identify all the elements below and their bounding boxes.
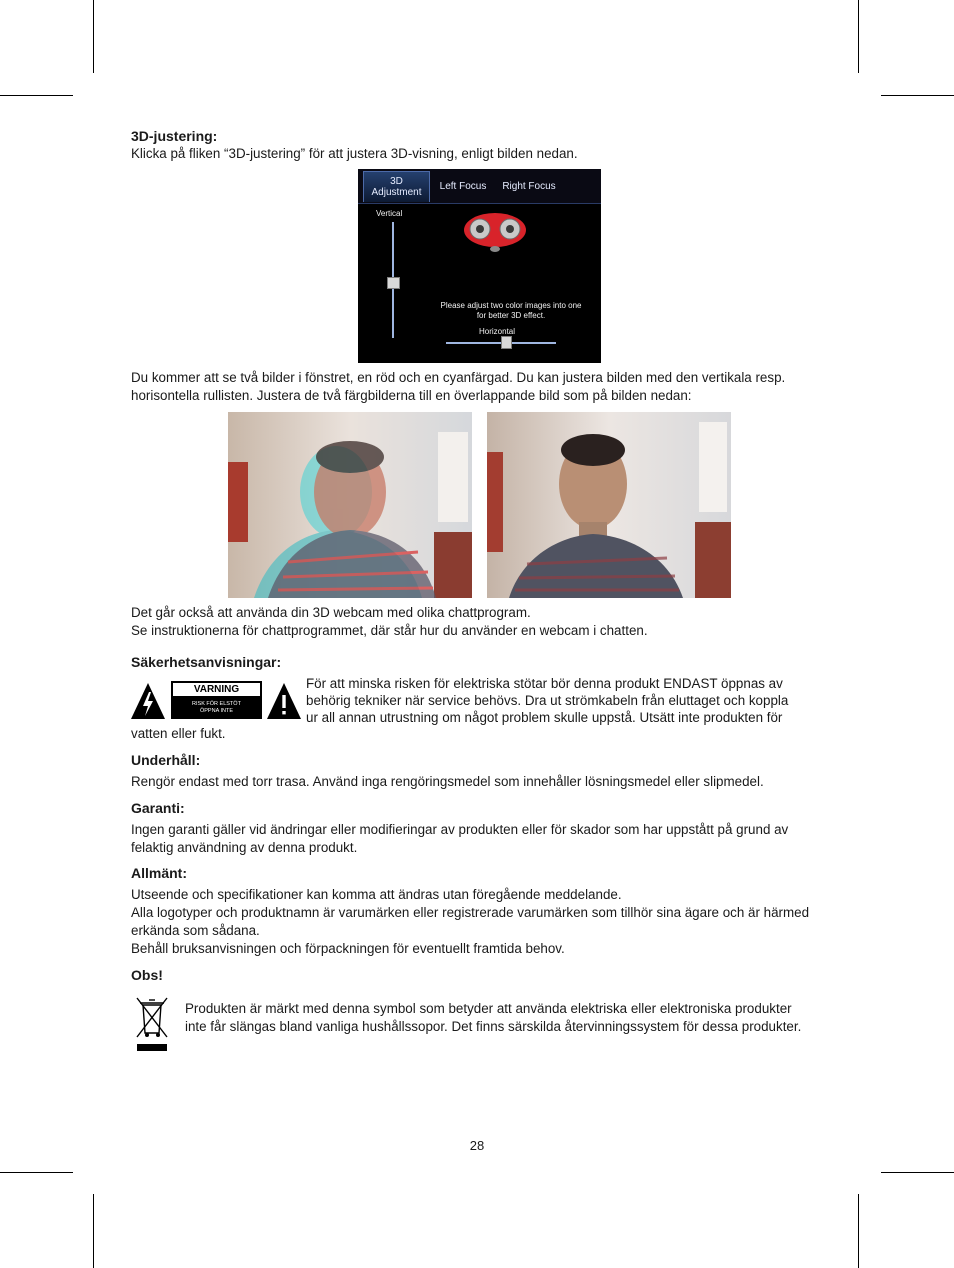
section-heading-safety: Säkerhetsanvisningar: [131,654,282,670]
page-number: 28 [469,1138,485,1153]
hint-line-1: Please adjust two color images into one [440,301,582,310]
crop-mark [881,95,954,96]
horizontal-label: Horizontal [479,327,516,336]
warning-label-small-line1: RISK FÖR ELSTÖT [192,701,241,707]
crop-mark [881,1172,954,1173]
tab-3d-adjustment [363,171,430,202]
crop-mark [858,1194,859,1268]
tab-left-focus: Left Focus [439,180,487,192]
electric-shock-warning-icon [130,682,166,720]
overlapped-photo [487,412,731,598]
vertical-slider-thumb [387,277,400,289]
warranty-text: Ingen garanti gäller vid ändringar eller modifieringar av produkten eller för skador som har uppstått på grund av felaktig användning av denna produkt. [131,822,789,855]
section-heading-maintenance: Underhåll: [131,752,201,768]
chat-programs-text: Det går också att använda din 3D webcam med olika chattprogram. [131,605,531,620]
tab-bar [358,169,601,204]
safety-text-line3: ur all annan utrustning om något problem skulle uppstå. Utsätt inte produkten för [306,710,783,725]
adjustment-screenshot [358,169,601,363]
tab-3d-adjustment-line1: 3D [390,176,403,187]
crop-mark [93,0,94,73]
crop-mark [0,1172,73,1173]
weee-crossed-bin-icon [135,997,169,1053]
safety-text-line4: vatten eller fukt. [131,726,226,741]
chat-instructions-text: Se instruktionerna för chattprogrammet, där står hur du använder en webcam i chatten. [131,623,648,638]
hint-line-2: for better 3D effect. [476,311,546,320]
anaglyph-photo [228,412,472,598]
general-text-line1: Utseende och specifikationer kan komma att ändras utan föregående meddelande. [131,887,622,902]
section-heading-note: Obs! [131,967,163,983]
horizontal-slider-thumb [501,336,512,349]
intro-text: Klicka på fliken “3D-justering” för att justera 3D-visning, enligt bilden nedan. [131,146,578,161]
vertical-label: Vertical [376,209,403,218]
tab-right-focus: Right Focus [502,180,556,192]
exclamation-warning-icon [266,682,302,720]
warning-label-small-line2: ÖPPNA INTE [199,708,233,714]
section-heading-general: Allmänt: [131,865,187,881]
section-heading-3d-adjustment: 3D-justering: [131,128,218,144]
warning-label [171,681,262,719]
safety-text-line1: För att minska risken för elektriska stötar bör denna produkt ENDAST öppnas av [306,676,783,691]
crop-mark [93,1194,94,1268]
general-text-line2: Alla logotyper och produktnamn är varumärken eller registrerade varumärken som tillhör sina ägare och är härmed erkända som sådana. [131,905,810,938]
maintenance-text: Rengör endast med torr trasa. Använd inga rengöringsmedel som innehåller lösningsmedel eller slipmedel. [131,774,764,789]
general-text-line3: Behåll bruksanvisningen och förpackningen för eventuellt framtida behov. [131,941,565,956]
section-heading-warranty: Garanti: [131,800,185,816]
note-text: Produkten är märkt med denna symbol som betyder att använda elektriska eller elektroniska produkter inte får slängas bland vanliga hushållssopor. Det finns särskilda återvinningssystem för dessa produkter. [185,1001,802,1034]
crop-mark [858,0,859,73]
tab-3d-adjustment-line2: Adjustment [371,187,422,198]
crop-mark [0,95,73,96]
safety-text-line2: behörig tekniker när service behövs. Dra ut strömkabeln från eluttaget och koppla [306,693,789,708]
warning-label-title: VARNING [173,683,260,696]
glasses-face-icon [462,211,528,261]
after-screenshot-text: Du kommer att se två bilder i fönstret, en röd och en cyanfärgad. Du kan justera bilden med den vertikala resp. horisontella rullisten. Justera de två färgbilderna till en överlappande bild som på bilden nedan: [131,370,786,403]
